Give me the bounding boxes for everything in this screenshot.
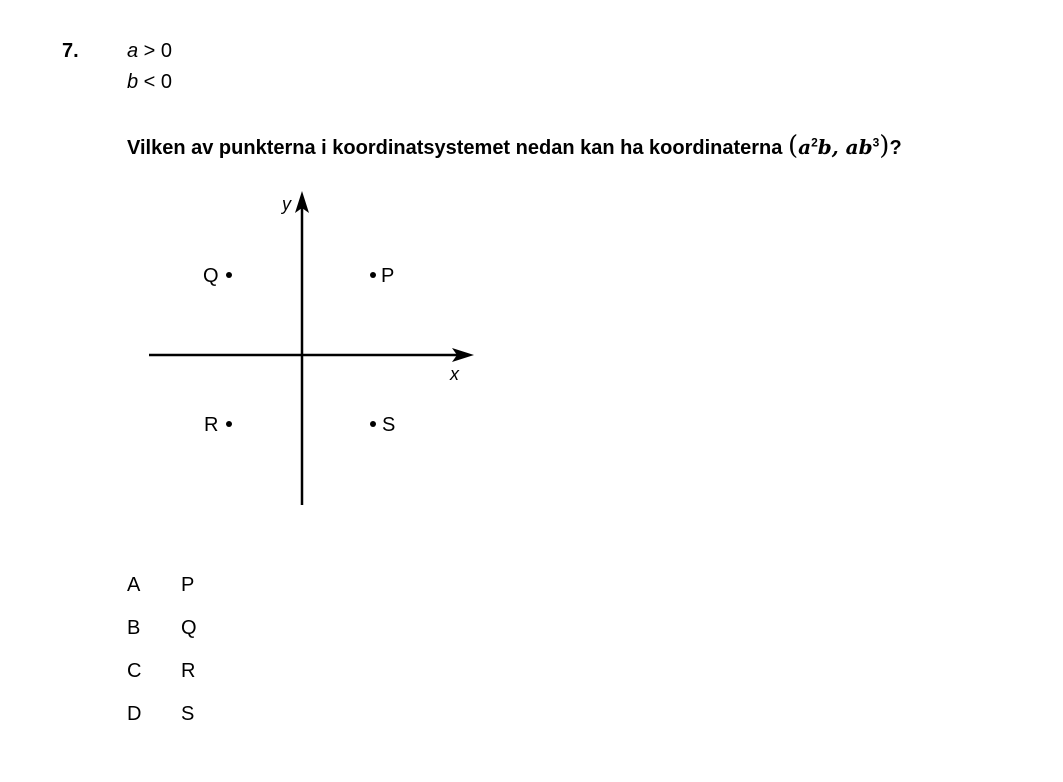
question-mark: ? (889, 137, 902, 159)
point-r-label: R (204, 414, 219, 436)
option-d-answer: S (181, 703, 195, 725)
condition-a-relation: > 0 (138, 40, 173, 62)
point-s (370, 421, 376, 427)
option-b[interactable] (127, 607, 197, 650)
coord-close-paren: ) (879, 131, 890, 161)
coord-exponent-3: 3 (872, 135, 880, 150)
option-d-letter: D (127, 703, 142, 725)
y-axis-label: y (282, 194, 291, 214)
coord-open-paren: ( (787, 131, 799, 161)
option-a[interactable] (127, 564, 197, 607)
condition-b-relation: < 0 (138, 71, 173, 93)
point-p (370, 272, 376, 278)
point-s-label: S (382, 414, 396, 436)
coord-b-ab: b, ab (817, 135, 873, 159)
point-r (226, 421, 232, 427)
option-a-answer: P (181, 574, 195, 596)
condition-b-variable: b (127, 71, 139, 93)
condition-a (127, 40, 172, 63)
condition-a-variable: a (127, 40, 139, 62)
option-c-answer: R (181, 660, 196, 682)
coord-a: a (798, 135, 812, 159)
x-axis-label: x (450, 364, 459, 384)
point-q-label: Q (203, 265, 219, 287)
question-number: 7. (62, 40, 79, 62)
option-b-answer: Q (181, 617, 197, 639)
option-b-letter: B (127, 617, 141, 639)
question-prompt: Vilken av punkterna i koordinatsystemet nedan kan ha koordinaterna (127, 137, 788, 159)
point-q (226, 272, 232, 278)
answer-options (127, 564, 197, 736)
condition-b (127, 71, 172, 94)
question-text (127, 131, 902, 161)
option-c-letter: C (127, 660, 142, 682)
point-p-label: P (381, 265, 395, 287)
coordinate-system (140, 185, 490, 510)
coord-exponent-2: 2 (811, 135, 818, 150)
option-d[interactable] (127, 693, 197, 736)
option-c[interactable] (127, 650, 197, 693)
option-a-letter: A (127, 574, 141, 596)
